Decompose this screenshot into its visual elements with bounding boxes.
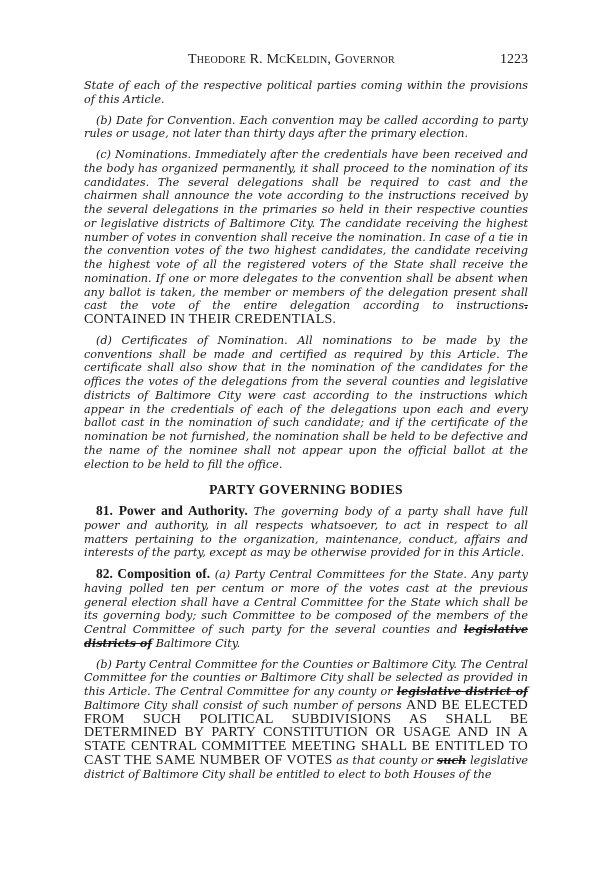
page-number: 1223	[500, 52, 528, 67]
paragraph-d-certificates: (d) Certificates of Nomination. All nominations to be made by the conventions shall be made and certified as required by this Article. The certificate shall also show that in the nomination of the candidates for the offices the votes of the delegations from the several counties and legislative districts of Baltimore City were cast according to the instructions which appear in the credentials of each of the delegations upon each and every ballot cast in the nomination of such candidate; and if the certificate of the nomination be not furnished, the nomination shall be held to be defective and the name of the nominee shall not appear upon the official ballot at the election to be held to fill the office.	[84, 333, 528, 471]
inserted-caps-text: AND BE ELECTED FROM SUCH POLITICAL SUBDIVISIONS AS SHALL BE DETERMINED BY PARTY CONSTITUTION OR USAGE AND IN A STATE CENTRAL COMMITTEE MEETING SHALL BE ENTITLED TO CAST THE SAME NUMBER OF VOTES	[84, 697, 528, 768]
c-main-text: (c) Nominations. Immediately after the credentials have been received and the body has organized permanently, it shall proceed to the nomination of its candidates. The several delegations shall be required to cast and the chairmen shall announce the vote according to the instructions received by the several delegations in the primaries so held in their respective counties or legislative districts of Baltimore City. The candidate receiving the highest number of votes in convention shall receive the nomination. In case of a tie in the convention votes of the two highest candidates, the candidate receiving the highest vote of all the registered voters of the State shall receive the nomination. If one or more delegates to the convention shall be absent when any ballot is taken, the member or members of the delegation present shall cast the vote of the entire delegation according to instructions	[84, 148, 528, 313]
section-heading: PARTY GOVERNING BODIES	[209, 482, 403, 498]
running-header	[84, 52, 528, 70]
struck-text: legislative district of	[396, 684, 528, 698]
section-82b-text-2: Baltimore City shall consist of such number of persons	[84, 698, 407, 712]
paragraph-c-nominations	[84, 148, 528, 327]
struck-text: legislative districts of	[84, 622, 528, 650]
section-82a	[84, 567, 528, 651]
section-82a-text: (a) Party Central Committees for the State. Any party having polled ten per centum or more of the votes cast at the previous general election shall have a Central Committee for the State which shall be its governing body; such Committee to be composed of the members of the Central Committee of such party for the several counties and	[84, 568, 528, 636]
section-82a-end: Baltimore City.	[152, 636, 241, 650]
section-82b-text-4: legislative district of Baltimore City shall be entitled to elect to both Houses of the	[84, 753, 529, 781]
paragraph-b-date-for-convention: (b) Date for Convention. Each convention may be called according to party rules or usage, not later than thirty days after the primary election.	[84, 113, 528, 141]
page-body	[84, 79, 528, 788]
inserted-caps-text: CONTAINED IN THEIR CREDENTIALS.	[84, 312, 337, 327]
section-82b	[84, 658, 528, 782]
section-81-text: The governing body of a party shall have full power and authority, in all respects whatsoever, to act in respect to all matters pertaining to the organization, maintenance, conduct, affairs and interests of the party, except as may be otherwise provided for in this Article.	[84, 505, 529, 560]
section-82-label: 82. Composition of.	[96, 566, 211, 581]
paragraph-continuation: State of each of the respective political parties coming within the provisions of this Article.	[84, 79, 528, 106]
section-82b-text-1: (b) Party Central Committee for the Counties or Baltimore City. The Central Committee for the counties or Baltimore City shall be selected as provided in this Article. The Central Committee for any county or	[84, 657, 528, 698]
struck-text: .	[524, 298, 528, 313]
section-81	[84, 504, 528, 560]
section-81-label: 81. Power and Authority.	[96, 503, 248, 518]
struck-text: such	[436, 752, 467, 767]
section-82b-text-3: as that county or	[332, 753, 437, 767]
running-title: Theodore R. McKeldin, Governor	[188, 52, 395, 67]
